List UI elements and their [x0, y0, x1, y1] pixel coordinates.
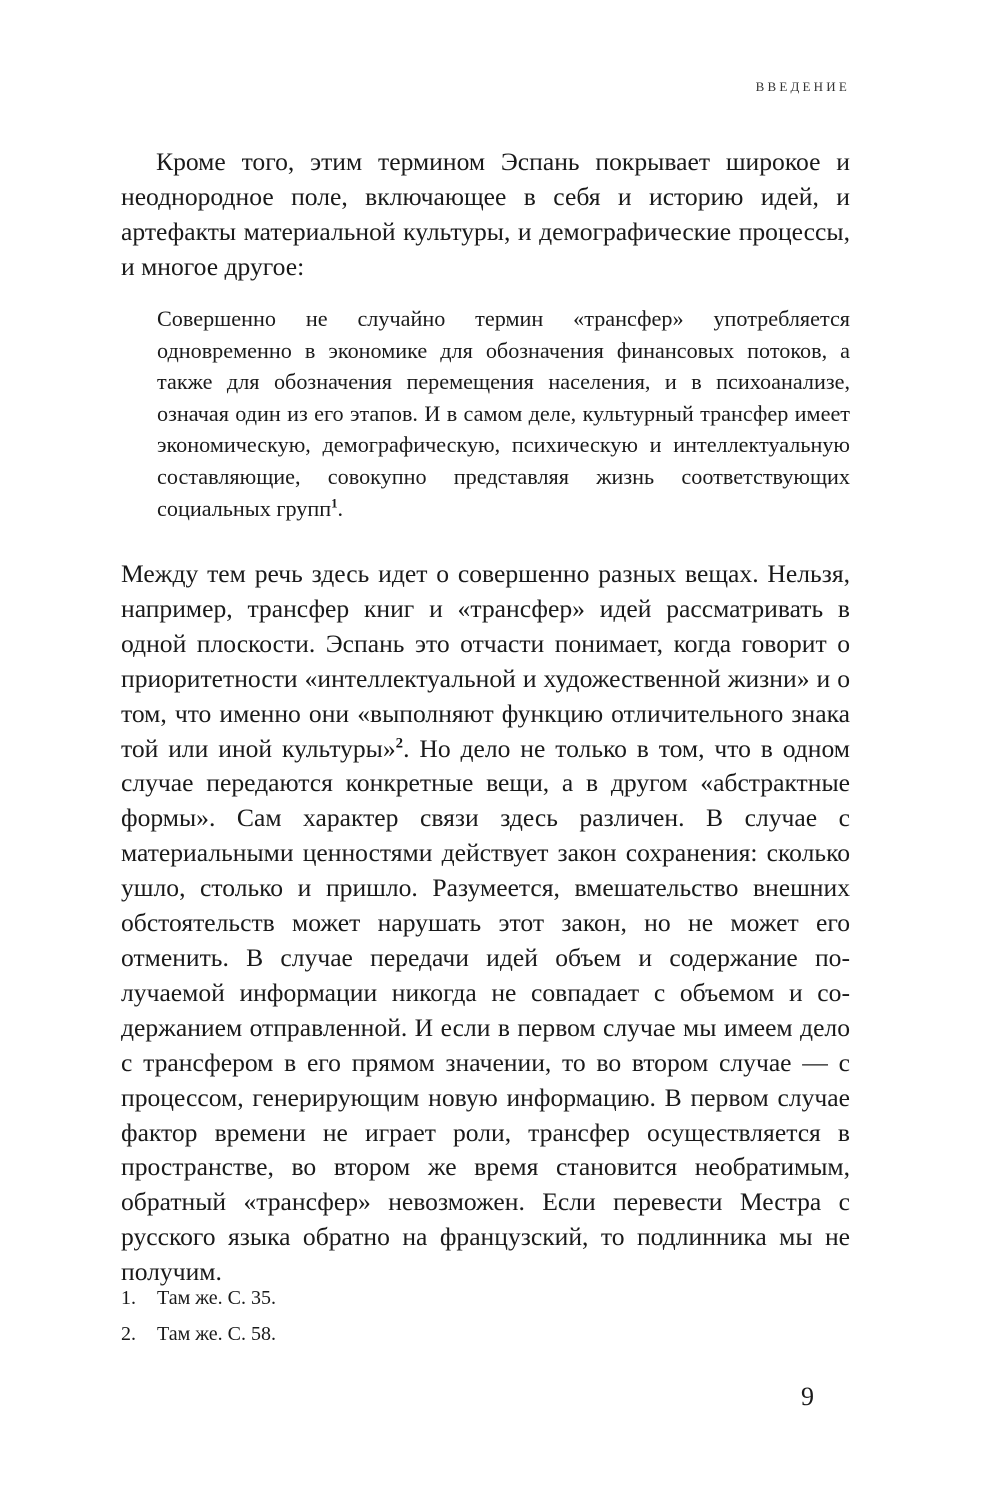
quote-text [157, 303, 850, 524]
paragraph-2-part-a: Между тем речь здесь идет о совершенно разных вещах. Нельзя, например, трансфер книг и «трансфер» идей рассматривать в одной плоскости. Эспань это отчасти понимает, когда говорит о приоритетности «интеллектуальной и художественной жизни» и о том, что именно они «выполняют функцию отличительного знака той или иной культуры» [121, 559, 850, 763]
quote-end: . [337, 495, 344, 521]
paragraph-intro [121, 145, 850, 285]
paragraph-2-part-b: . Но дело не только в том, что в одном случае передаются конкретные вещи, а в другом «абстрактные формы». Сам характер связи здесь различен. В случае с материальными ценностями действует закон сохранения: сколько ушло, столько и пришло. Разумеется, вмешательство внешних обстоятельств может нарушать этот закон, но не может его отменить. В случае передачи идей объем и содержание получаемой информации никогда не совпадает с объемом и содержанием отправленной. И если в первом случае мы имеем дело с трансфером в его прямом значении, то во втором случае — с процессом, генерирующим новую информацию. В первом случае фактор времени не играет роли, трансфер осуществляется в пространстве, во втором же время становится необратимым, обратный «трансфер» невозможен. Если перевести Местра с русского языка обратно на французский, то подлинника мы не получим. [121, 733, 850, 1287]
paragraph-main [121, 557, 850, 1290]
quote-body: Совершенно не случайно термин «трансфер» употребляется одновременно в экономике для обозначения финансовых потоков, а также для обозначения перемещения населения, и в психоанализе, означая один из его этапов. И в самом деле, культурный трансфер имеет экономическую, демографическую, психическую и интеллектуальную составляющие, совокупно представляя жизнь соответствующих социальных групп [157, 306, 850, 521]
paragraph-1-text: Кроме того, этим термином Эспань покрывает широкое и неоднородное поле, включающее в себя и историю идей, и артефакты материальной культуры, и демографические процессы, и многое другое: [121, 147, 850, 281]
footnote-ref-2[interactable]: 2 [395, 735, 404, 751]
footnote-number: 2. [121, 1323, 136, 1345]
footnote-text: Там же. С. 58. [157, 1323, 277, 1345]
footnotes [121, 1280, 850, 1352]
running-head: ВВЕДЕНИЕ [755, 79, 850, 94]
paragraph-2-text [121, 557, 850, 1290]
footnote-item [121, 1316, 850, 1352]
footnote-ref-1[interactable]: 1 [331, 496, 338, 511]
block-quote [157, 303, 850, 524]
footnote-item [121, 1280, 850, 1316]
page-number: 9 [801, 1382, 814, 1411]
footnote-text: Там же. С. 35. [157, 1287, 277, 1309]
footnote-number: 1. [121, 1287, 136, 1309]
